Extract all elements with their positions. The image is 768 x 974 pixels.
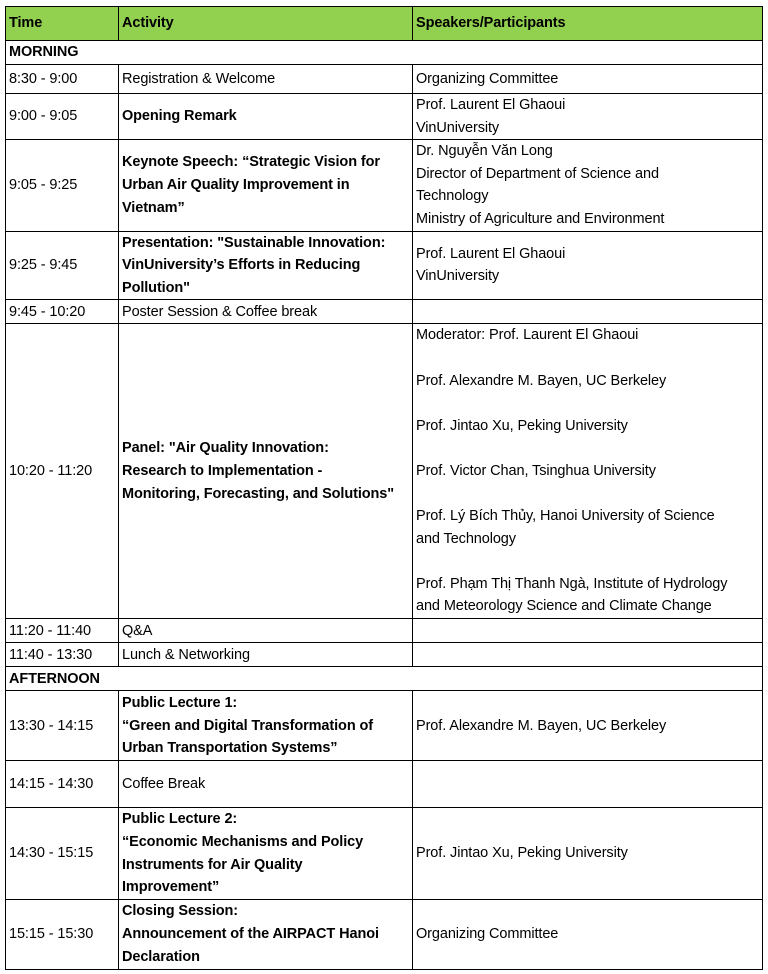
speaker-text: Organizing Committee [416, 70, 559, 87]
speakers-cell [413, 899, 763, 969]
speaker-text: Prof. Victor Chan, Tsinghua University [416, 462, 656, 479]
table-row [6, 761, 763, 808]
speakers-cell [413, 65, 763, 94]
speakers-cell [413, 691, 763, 761]
speakers-cell [413, 324, 763, 619]
spacer [416, 392, 759, 415]
activity-cell [119, 94, 413, 140]
time-cell: 14:15 - 14:30 [6, 761, 119, 808]
activity-text: Improvement” [122, 879, 220, 896]
speaker-text: Organizing Committee [416, 925, 559, 942]
speakers-cell [413, 643, 763, 667]
table-row [6, 65, 763, 94]
activity-text: Panel: "Air Quality Innovation: [122, 440, 329, 457]
activity-cell [119, 643, 413, 667]
speakers-cell [413, 140, 763, 231]
speaker-text: Moderator: Prof. Laurent El Ghaoui [416, 327, 639, 344]
time-cell: 9:45 - 10:20 [6, 300, 119, 324]
activity-cell [119, 899, 413, 969]
activity-text: Research to Implementation - [122, 463, 323, 480]
activity-text: Urban Transportation Systems” [122, 740, 338, 757]
table-row [6, 324, 763, 619]
speakers-cell [413, 619, 763, 643]
speaker-text: Director of Department of Science and [416, 165, 659, 182]
speaker-text: VinUniversity [416, 268, 500, 285]
speaker-text: Ministry of Agriculture and Environment [416, 210, 665, 227]
time-cell: 9:00 - 9:05 [6, 94, 119, 140]
spacer [416, 347, 759, 370]
activity-cell [119, 808, 413, 899]
activity-text: Coffee Break [122, 776, 206, 793]
speakers-cell [413, 761, 763, 808]
speaker-text: Prof. Alexandre M. Bayen, UC Berkeley [416, 717, 667, 734]
section-row-afternoon [6, 667, 763, 691]
speaker-text: Prof. Lý Bích Thủy, Hanoi University of Science [416, 508, 715, 525]
speaker-text: Prof. Laurent El Ghaoui [416, 245, 566, 262]
table-row [6, 691, 763, 761]
activity-text: Keynote Speech: “Strategic Vision for [122, 154, 380, 171]
activity-cell [119, 691, 413, 761]
activity-text: Urban Air Quality Improvement in [122, 177, 350, 194]
table-row [6, 94, 763, 140]
activity-text: Declaration [122, 948, 200, 965]
activity-text: Vietnam” [122, 199, 185, 216]
header-row [6, 7, 763, 41]
column-header-speakers: Speakers/Participants [413, 7, 763, 41]
activity-text: Public Lecture 1: [122, 694, 238, 711]
speaker-text: Prof. Laurent El Ghaoui [416, 97, 566, 113]
activity-text: Public Lecture 2: [122, 811, 238, 828]
speakers-cell [413, 300, 763, 324]
activity-text: “Economic Mechanisms and Policy [122, 833, 364, 850]
table-row [6, 231, 763, 300]
speaker-text: and Meteorology Science and Climate Change [416, 598, 712, 615]
time-cell: 8:30 - 9:00 [6, 65, 119, 94]
speaker-text: VinUniversity [416, 119, 500, 136]
time-cell: 9:05 - 9:25 [6, 140, 119, 231]
time-cell: 14:30 - 15:15 [6, 808, 119, 899]
spacer [416, 550, 759, 573]
time-cell: 15:15 - 15:30 [6, 899, 119, 969]
speaker-text: Prof. Jintao Xu, Peking University [416, 417, 628, 434]
table-row [6, 619, 763, 643]
table-row [6, 808, 763, 899]
activity-text: Registration & Welcome [122, 70, 276, 87]
time-cell: 9:25 - 9:45 [6, 231, 119, 300]
spacer [416, 483, 759, 506]
speaker-text: and Technology [416, 530, 516, 547]
column-header-time: Time [6, 7, 119, 41]
activity-text: Opening Remark [122, 108, 237, 125]
column-header-activity: Activity [119, 7, 413, 41]
speakers-cell [413, 94, 763, 140]
activity-text: Announcement of the AIRPACT Hanoi [122, 925, 379, 942]
spacer [416, 437, 759, 460]
speaker-text: Technology [416, 188, 489, 205]
speakers-cell [413, 231, 763, 300]
activity-text: Monitoring, Forecasting, and Solutions" [122, 485, 395, 502]
activity-cell [119, 231, 413, 300]
speaker-text: Dr. Nguyễn Văn Long [416, 143, 553, 160]
table-row [6, 140, 763, 231]
time-cell: 13:30 - 14:15 [6, 691, 119, 761]
activity-text: Presentation: "Sustainable Innovation: [122, 234, 386, 251]
speaker-text: Prof. Alexandre M. Bayen, UC Berkeley [416, 372, 667, 389]
activity-text: “Green and Digital Transformation of [122, 717, 373, 734]
activity-text: Instruments for Air Quality [122, 856, 303, 873]
section-label-afternoon: AFTERNOON [6, 667, 763, 691]
activity-text: VinUniversity’s Efforts in Reducing [122, 257, 361, 274]
activity-text: Q&A [122, 622, 153, 639]
agenda-body [6, 41, 763, 970]
table-row [6, 643, 763, 667]
section-row-morning [6, 41, 763, 65]
time-cell: 11:20 - 11:40 [6, 619, 119, 643]
activity-cell [119, 300, 413, 324]
activity-cell [119, 65, 413, 94]
activity-cell [119, 761, 413, 808]
activity-cell [119, 619, 413, 643]
speaker-text: Prof. Phạm Thị Thanh Ngà, Institute of Hydrology [416, 575, 728, 592]
activity-text: Pollution" [122, 279, 190, 296]
section-label-morning: MORNING [6, 41, 763, 65]
time-cell: 10:20 - 11:20 [6, 324, 119, 619]
speakers-cell [413, 808, 763, 899]
table-row [6, 899, 763, 969]
time-cell: 11:40 - 13:30 [6, 643, 119, 667]
agenda-table [5, 6, 763, 970]
activity-text: Closing Session: [122, 903, 239, 920]
speaker-text: Prof. Jintao Xu, Peking University [416, 845, 628, 862]
activity-cell [119, 140, 413, 231]
activity-text: Poster Session & Coffee break [122, 303, 318, 320]
activity-cell [119, 324, 413, 619]
activity-text: Lunch & Networking [122, 646, 250, 663]
table-row [6, 300, 763, 324]
